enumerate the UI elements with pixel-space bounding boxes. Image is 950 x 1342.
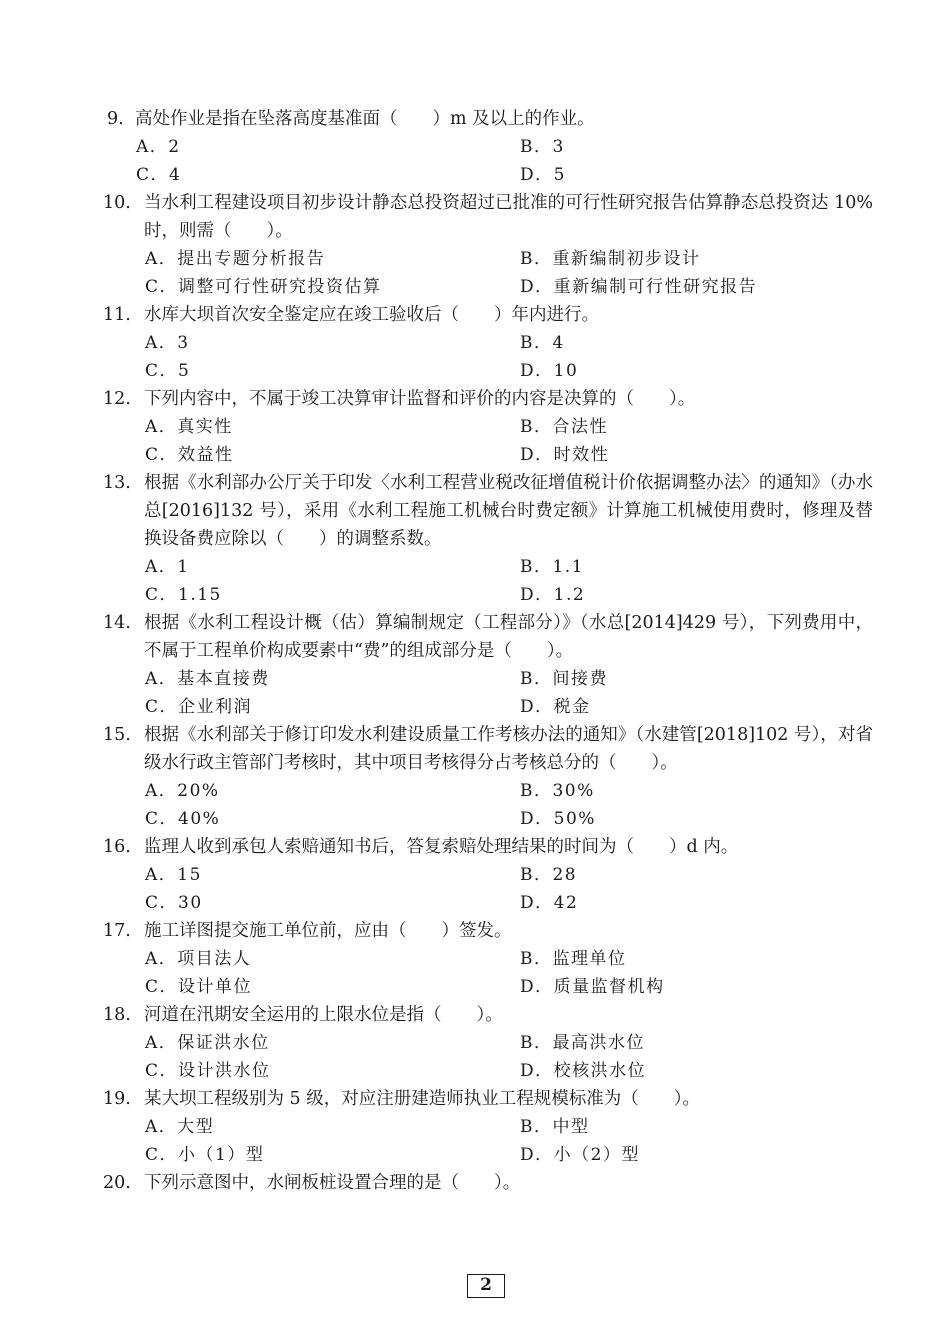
option-b: B．28 [520,865,578,885]
page-number: 2 [467,1274,505,1298]
question-14 [103,609,873,665]
question-number: 13. [103,473,131,493]
question-19 [103,1085,873,1113]
option-c: C．小（1）型 [145,1145,265,1165]
question-number: 9. [107,109,124,129]
question-18 [103,1001,873,1029]
option-c: C．设计洪水位 [145,1061,271,1081]
option-a: A．2 [136,137,181,157]
option-d: D．42 [520,893,579,913]
option-b: B．3 [520,137,565,157]
question-12 [103,385,873,413]
option-d: D．税金 [520,697,591,717]
question-text: 施工详图提交施工单位前，应由（ ）签发。 [144,921,512,941]
option-c: C．效益性 [145,445,234,465]
option-a: A．基本直接费 [145,669,270,689]
option-b: B．1.1 [520,557,585,577]
option-c: C．1.15 [145,585,222,605]
option-a: A．大型 [145,1117,215,1137]
option-d: D．重新编制可行性研究报告 [520,277,758,297]
question-number: 19. [103,1089,131,1109]
question-text: 高处作业是指在坠落高度基准面（ ）m 及以上的作业。 [135,109,595,129]
question-13 [103,469,873,553]
option-a: A．3 [145,333,190,353]
option-c: C．40% [145,809,221,829]
question-text: 监理人收到承包人索赔通知书后，答复索赔处理结果的时间为（ ）d 内。 [144,837,739,857]
question-number: 18. [103,1005,131,1025]
option-a: A．真实性 [145,417,233,437]
question-text: 下列内容中，不属于竣工决算审计监督和评价的内容是决算的（ ）。 [144,389,696,409]
question-9 [103,105,873,133]
question-number: 11. [103,305,131,325]
option-d: D．小（2）型 [520,1145,640,1165]
option-b: B．间接费 [520,669,608,689]
question-10 [103,189,873,245]
question-number: 20. [103,1173,131,1193]
option-d: D．10 [520,361,579,381]
option-a: A．保证洪水位 [145,1033,270,1053]
question-20 [103,1169,873,1197]
option-b: B．合法性 [520,417,608,437]
option-b: B．中型 [520,1117,590,1137]
question-number: 14. [103,613,131,633]
option-d: D．时效性 [520,445,610,465]
question-number: 17. [103,921,131,941]
question-16 [103,833,873,861]
option-a: A．20% [145,781,220,801]
option-a: A．项目法人 [145,949,252,969]
option-d: D．校核洪水位 [520,1061,647,1081]
question-text: 某大坝工程级别为 5 级，对应注册建造师执业工程规模标准为（ ）。 [144,1089,701,1109]
option-b: B．4 [520,333,565,353]
option-d: D．50% [520,809,596,829]
option-b: B．重新编制初步设计 [520,249,701,269]
question-number: 15. [103,725,131,745]
option-b: B．30% [520,781,595,801]
option-c: C．设计单位 [145,977,253,997]
question-17 [103,917,873,945]
question-15 [103,721,873,777]
option-a: A．1 [145,557,190,577]
question-text: 水库大坝首次安全鉴定应在竣工验收后（ ）年内进行。 [144,305,599,325]
option-c: C．30 [145,893,203,913]
option-c: C．企业利润 [145,697,253,717]
question-number: 16. [103,837,131,857]
question-text: 河道在汛期安全运用的上限水位是指（ ）。 [144,1005,503,1025]
option-d: D．质量监督机构 [520,977,665,997]
option-b: B．监理单位 [520,949,627,969]
question-text: 下列示意图中，水闸板桩设置合理的是（ ）。 [144,1173,521,1193]
question-text: 根据《水利工程设计概（估）算编制规定（工程部分）》（水总[2014]429 号），下列费用中，不属于工程单价构成要素中“费”的组成部分是（ ）。 [144,613,873,661]
question-number: 12. [103,389,131,409]
option-a: A．提出专题分析报告 [145,249,326,269]
option-b: B．最高洪水位 [520,1033,645,1053]
question-text: 根据《水利部办公厅关于印发〈水利工程营业税改征增值税计价依据调整办法〉的通知》（办水总[2016]132 号），采用《水利工程施工机械台时费定额》计算施工机械使用费时，修理及替换设备费应除以（ ）的调整系数。 [144,473,873,549]
option-d: D．5 [520,165,566,185]
option-c: C．调整可行性研究投资估算 [145,277,382,297]
question-text: 根据《水利部关于修订印发水利建设质量工作考核办法的通知》（水建管[2018]102 号），对省级水行政主管部门考核时，其中项目考核得分占考核总分的（ ）。 [144,725,873,773]
question-11 [103,301,873,329]
option-a: A．15 [145,865,202,885]
option-d: D．1.2 [520,585,586,605]
question-number: 10. [103,193,131,213]
option-c: C．4 [136,165,182,185]
question-text: 当水利工程建设项目初步设计静态总投资超过已批准的可行性研究报告估算静态总投资达 10%时，则需（ ）。 [144,193,873,241]
option-c: C．5 [145,361,191,381]
